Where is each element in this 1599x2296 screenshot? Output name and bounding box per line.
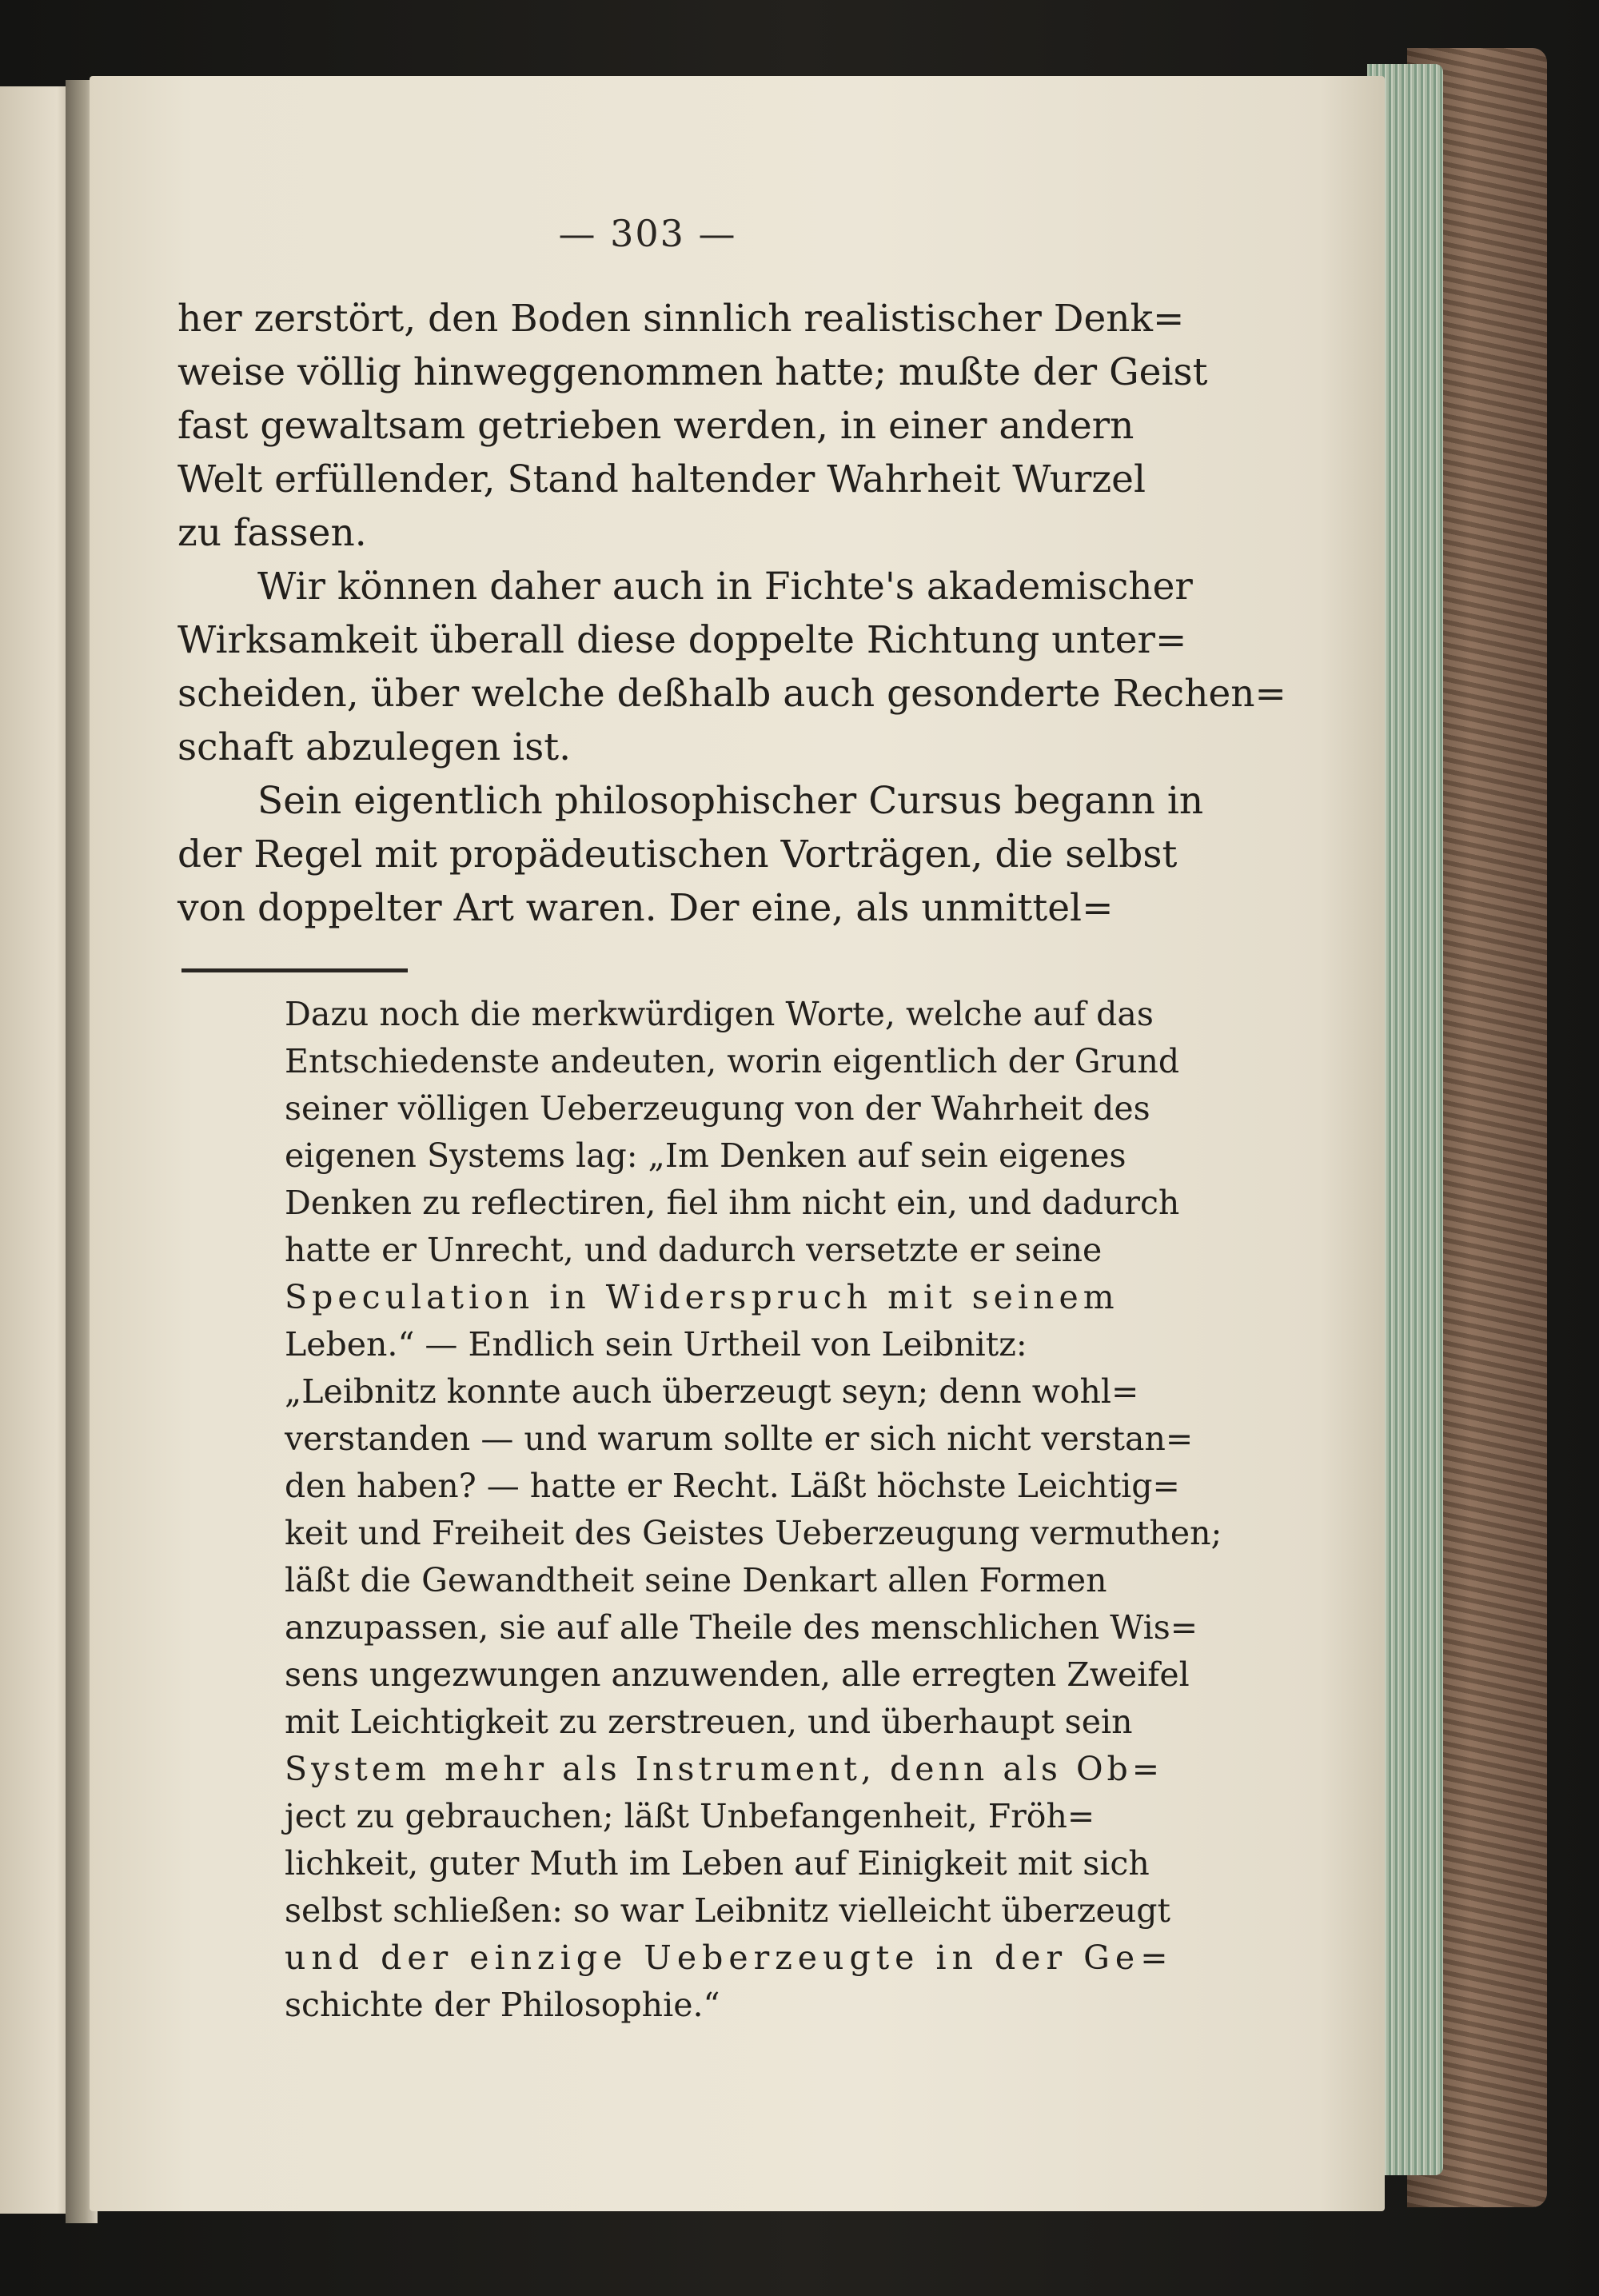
body-line: Wirksamkeit überall diese doppelte Richtung unter= [177, 618, 1187, 662]
footnote-line: keit und Freiheit des Geistes Ueberzeugung vermuthen; [285, 1514, 1222, 1552]
footnote-line: Dazu noch die merkwürdigen Worte, welche auf das [285, 995, 1154, 1033]
footnote-line: sens ungezwungen anzuwenden, alle erregten Zweifel [285, 1655, 1190, 1694]
page-number: — 303 — [558, 212, 737, 255]
footnote-line: mit Leichtigkeit zu zerstreuen, und überhaupt sein [285, 1703, 1133, 1741]
footnote-line: eigenen Systems lag: „Im Denken auf sein eigenes [285, 1136, 1126, 1175]
body-line: her zerstört, den Boden sinnlich realistischer Denk= [177, 297, 1185, 341]
footnote-line: lichkeit, guter Muth im Leben auf Einigkeit mit sich [285, 1844, 1150, 1883]
footnote-line: verstanden — und warum sollte er sich nicht verstan= [285, 1420, 1194, 1458]
footnote-line: „Leibnitz konnte auch überzeugt seyn; denn wohl= [285, 1372, 1139, 1411]
footnote-line: Leben.“ — Endlich sein Urtheil von Leibnitz: [285, 1325, 1027, 1364]
body-line: Wir können daher auch in Fichte's akademischer [257, 565, 1193, 609]
body-line: von doppelter Art waren. Der eine, als unmittel= [177, 886, 1114, 930]
footnote-line: schichte der Philosophie.“ [285, 1986, 720, 2024]
body-line: scheiden, über welche deßhalb auch gesonderte Rechen= [177, 672, 1286, 716]
body-line: schaft abzulegen ist. [177, 725, 572, 769]
footnote-line: Denken zu reflectiren, fiel ihm nicht ein, und dadurch [285, 1184, 1180, 1222]
left-page-strip [0, 86, 76, 2214]
footnote-line: selbst schließen: so war Leibnitz vielleicht überzeugt [285, 1891, 1170, 1930]
body-line: weise völlig hinweggenommen hatte; mußte der Geist [177, 350, 1208, 394]
footnote-line: läßt die Gewandtheit seine Denkart allen Formen [285, 1561, 1107, 1599]
footnote-line: Speculation in Widerspruch mit seinem [285, 1278, 1119, 1316]
footnote-line: seiner völligen Ueberzeugung von der Wahrheit des [285, 1089, 1150, 1128]
body-line: fast gewaltsam getrieben werden, in einer andern [177, 404, 1134, 448]
footnote-line: und der einzige Ueberzeugte in der Ge= [285, 1939, 1174, 1977]
footnote-line: System mehr als Instrument, denn als Ob= [285, 1750, 1164, 1788]
body-line: zu fassen. [177, 511, 367, 555]
body-line: Sein eigentlich philosophischer Cursus begann in [257, 779, 1204, 823]
footnote-line: anzupassen, sie auf alle Theile des menschlichen Wis= [285, 1608, 1198, 1647]
footnote-line: Entschiedenste andeuten, worin eigentlich der Grund [285, 1042, 1180, 1080]
footnote-line: ject zu gebrauchen; läßt Unbefangenheit, Fröh= [285, 1797, 1095, 1835]
footnote-rule [181, 968, 408, 972]
footnote-line: hatte er Unrecht, und dadurch versetzte er seine [285, 1231, 1103, 1269]
footnote-line: den haben? — hatte er Recht. Läßt höchste Leichtig= [285, 1467, 1180, 1505]
body-line: Welt erfüllender, Stand haltender Wahrheit Wurzel [177, 457, 1146, 501]
body-line: der Regel mit propädeutischen Vorträgen, die selbst [177, 833, 1178, 876]
